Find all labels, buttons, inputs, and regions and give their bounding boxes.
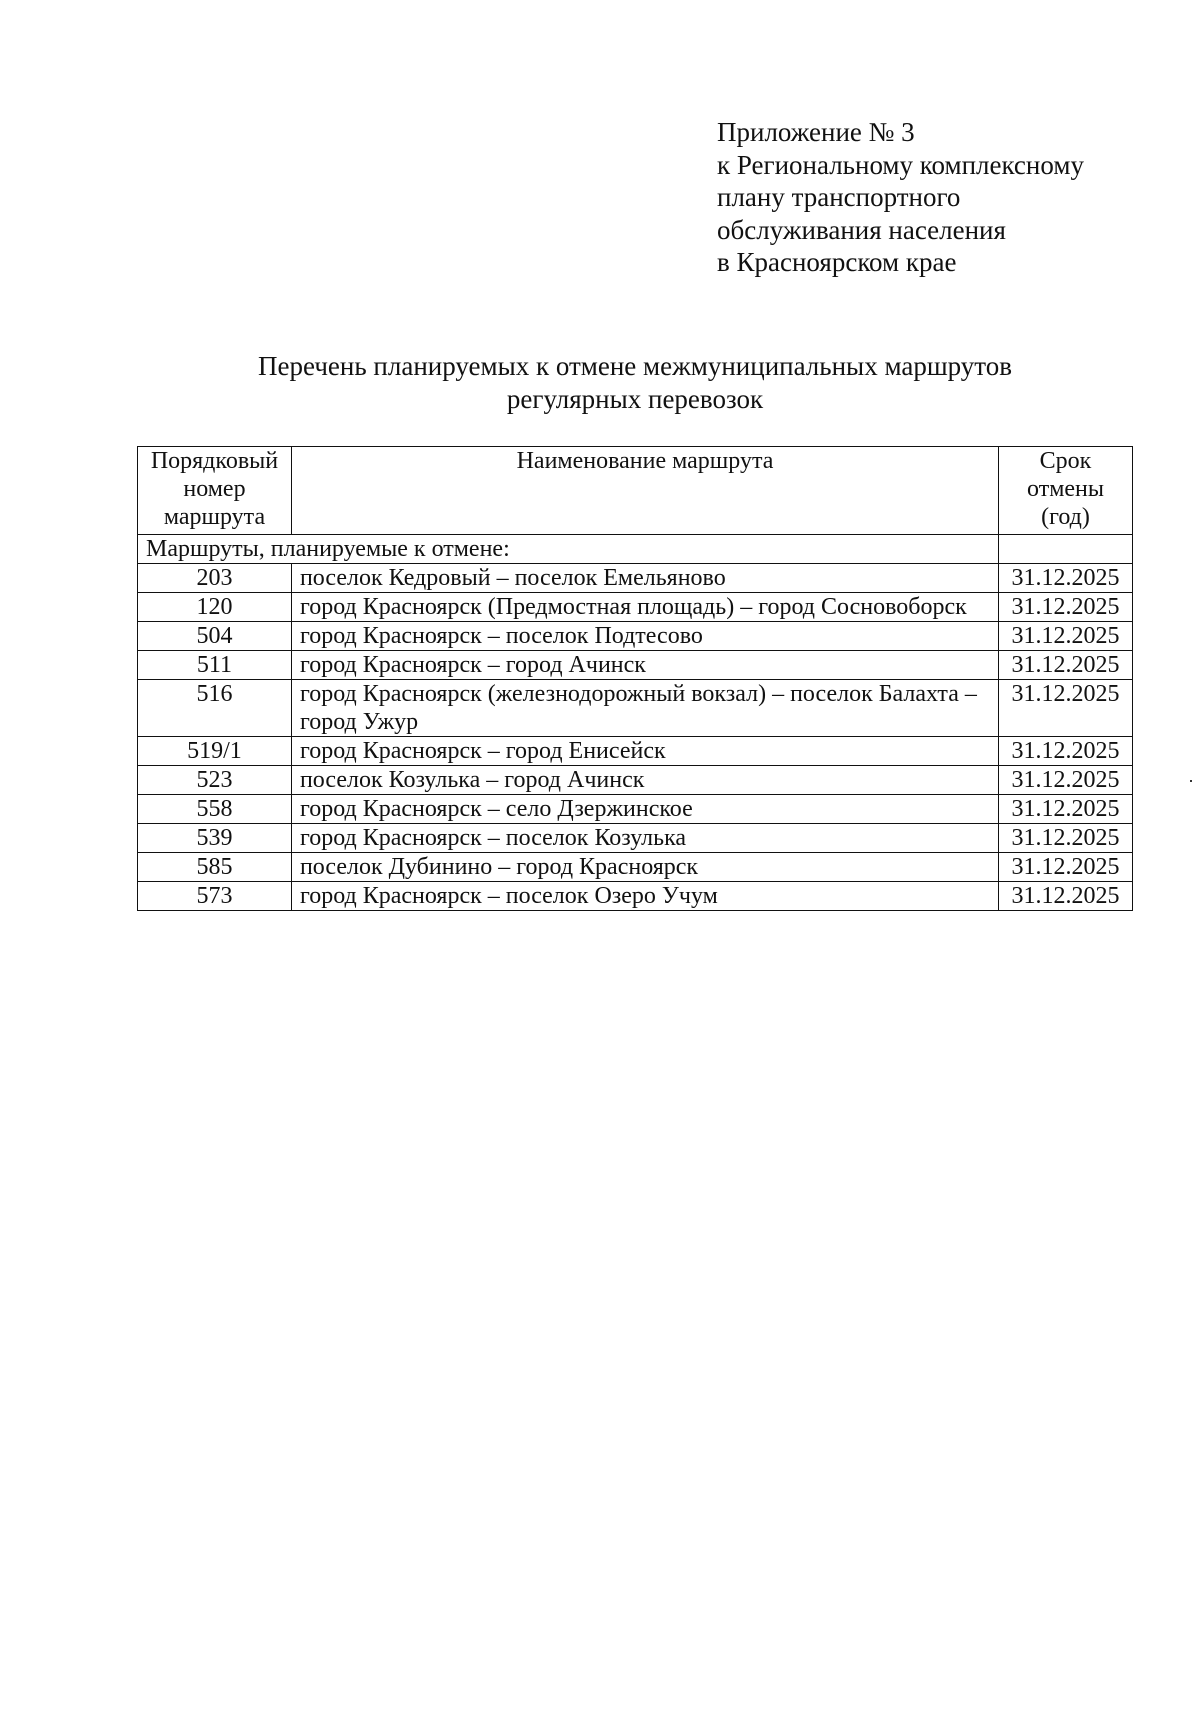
route-number-cell: 519/1 — [138, 737, 292, 766]
route-name-cell: город Красноярск – город Енисейск — [291, 737, 998, 766]
cancel-date-cell: 31.12.2025 — [999, 853, 1133, 882]
group-row — [138, 535, 1133, 564]
route-name-cell: город Красноярск – поселок Козулька — [291, 824, 998, 853]
header-date-line: (год) — [1041, 504, 1090, 530]
header-number — [138, 447, 292, 535]
route-name-cell: поселок Козулька – город Ачинск — [291, 766, 998, 795]
header-date — [999, 447, 1133, 535]
scan-speck — [1190, 780, 1192, 782]
route-name-cell: поселок Дубинино – город Красноярск — [291, 853, 998, 882]
table-row — [138, 651, 1133, 680]
route-name-cell: город Красноярск – город Ачинск — [291, 651, 998, 680]
title-line-2: регулярных перевозок — [506, 384, 764, 414]
route-name-cell: поселок Кедровый – поселок Емельяново — [291, 564, 998, 593]
group-empty-cell — [999, 535, 1133, 564]
table-row — [138, 853, 1133, 882]
route-number-cell: 523 — [138, 766, 292, 795]
header-number-line: Порядковый — [150, 448, 279, 474]
table-row — [138, 680, 1133, 737]
appendix-line: плану транспортного — [717, 182, 961, 212]
cancel-date-cell: 31.12.2025 — [999, 824, 1133, 853]
table-row — [138, 766, 1133, 795]
group-label: Маршруты, планируемые к отмене: — [138, 535, 999, 564]
header-date-line: Срок — [1039, 448, 1092, 474]
cancel-date-cell: 31.12.2025 — [999, 622, 1133, 651]
route-name-cell: город Красноярск (железнодорожный вокзал) – поселок Балахта – город Ужур — [291, 680, 998, 737]
table-row — [138, 882, 1133, 911]
route-number-cell: 539 — [138, 824, 292, 853]
cancel-date-cell: 31.12.2025 — [999, 737, 1133, 766]
appendix-line: в Красноярском крае — [717, 247, 957, 277]
route-number-cell: 203 — [138, 564, 292, 593]
route-name-cell: город Красноярск (Предмостная площадь) – город Сосновоборск — [291, 593, 998, 622]
route-number-cell: 585 — [138, 853, 292, 882]
routes-table — [137, 446, 1133, 911]
table-row — [138, 824, 1133, 853]
cancel-date-cell: 31.12.2025 — [999, 680, 1133, 737]
header-number-line: маршрута — [163, 504, 266, 530]
route-name-cell: город Красноярск – село Дзержинское — [291, 795, 998, 824]
table-row — [138, 622, 1133, 651]
route-number-cell: 516 — [138, 680, 292, 737]
route-name-cell: город Красноярск – поселок Подтесово — [291, 622, 998, 651]
header-name: Наименование маршрута — [291, 447, 998, 535]
route-number-cell: 120 — [138, 593, 292, 622]
header-date-line: отмены — [1027, 476, 1104, 502]
table-row — [138, 795, 1133, 824]
cancel-date-cell: 31.12.2025 — [999, 564, 1133, 593]
header-number-line: номер — [183, 476, 246, 502]
table-row — [138, 593, 1133, 622]
document-title — [137, 350, 1133, 416]
route-number-cell: 573 — [138, 882, 292, 911]
table-row — [138, 564, 1133, 593]
title-line-1: Перечень планируемых к отмене межмуниципальных маршрутов — [258, 351, 1012, 381]
route-number-cell: 558 — [138, 795, 292, 824]
appendix-header — [717, 116, 1084, 279]
table-row — [138, 737, 1133, 766]
appendix-line: обслуживания населения — [717, 214, 1006, 245]
route-number-cell: 504 — [138, 622, 292, 651]
route-number-cell: 511 — [138, 651, 292, 680]
route-name-cell: город Красноярск – поселок Озеро Учум — [291, 882, 998, 911]
cancel-date-cell: 31.12.2025 — [999, 593, 1133, 622]
cancel-date-cell: 31.12.2025 — [999, 795, 1133, 824]
appendix-line: Приложение № 3 — [717, 117, 915, 147]
table-header-row — [138, 447, 1133, 535]
appendix-line: к Региональному комплексному — [717, 149, 1084, 180]
cancel-date-cell: 31.12.2025 — [999, 882, 1133, 911]
cancel-date-cell: 31.12.2025 — [999, 651, 1133, 680]
cancel-date-cell: 31.12.2025 — [999, 766, 1133, 795]
